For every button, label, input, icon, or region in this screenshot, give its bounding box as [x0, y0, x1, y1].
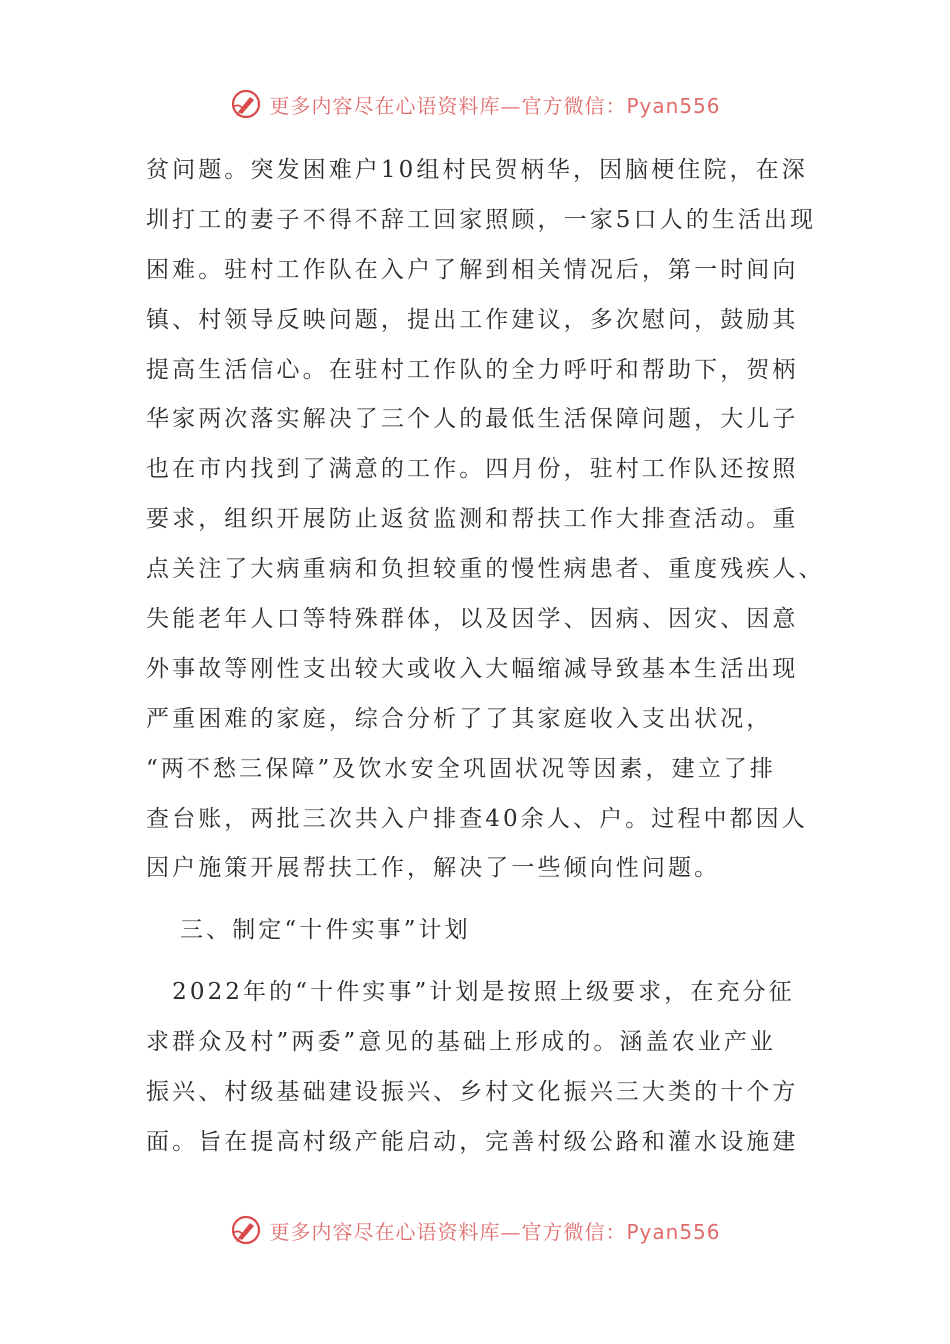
pen-nib-logo-icon — [229, 1213, 263, 1247]
header-banner — [0, 84, 950, 124]
text-line: 提高生活信心。在驻村工作队的全力呼吁和帮助下，贺柄 — [146, 356, 799, 383]
text-line: 面。旨在提高村级产能启动，完善村级公路和灌水设施建 — [146, 1128, 799, 1155]
text-line: “两不愁三保障”及饮水安全巩固状况等因素，建立了排 — [146, 755, 777, 782]
text-line: 求群众及村”两委”意见的基础上形成的。涵盖农业产业 — [146, 1029, 777, 1056]
text-line: 失能老年人口等特殊群体，以及因学、因病、因灾、因意 — [146, 606, 799, 633]
footer-banner — [0, 1210, 950, 1250]
text-line: 严重困难的家庭，综合分析了了其家庭收入支出状况， — [146, 705, 773, 732]
text-line: 因户施策开展帮扶工作，解决了一些倾向性问题。 — [146, 855, 721, 882]
text-line: 外事故等刚性支出较大或收入大幅缩减导致基本生活出现 — [146, 655, 799, 682]
text-line: 困难。驻村工作队在入户了解到相关情况后，第一时间向 — [146, 256, 799, 283]
footer-banner-text: 更多内容尽在心语资料库—官方微信：Pyan556 — [269, 1219, 721, 1244]
text-line: 2022年的“十件实事”计划是按照上级要求，在充分征 — [146, 979, 795, 1006]
text-line: 要求，组织开展防止返贫监测和帮扶工作大排查活动。重 — [146, 506, 799, 533]
header-banner-text: 更多内容尽在心语资料库—官方微信：Pyan556 — [269, 93, 721, 118]
text-line: 查台账，两批三次共入户排查40余人、户。过程中都因人 — [146, 805, 808, 832]
text-line: 振兴、村级基础建设振兴、乡村文化振兴三大类的十个方 — [146, 1079, 799, 1106]
text-line: 也在市内找到了满意的工作。四月份，驻村工作队还按照 — [146, 456, 799, 483]
pen-nib-logo-icon — [229, 87, 263, 121]
text-line: 华家两次落实解决了三个人的最低生活保障问题，大儿子 — [146, 406, 799, 433]
text-line: 圳打工的妻子不得不辞工回家照顾，一家5口人的生活出现 — [146, 206, 817, 233]
paragraph-2 — [146, 968, 816, 1168]
text-line: 镇、村领导反映问题，提出工作建议，多次慰问，鼓励其 — [146, 306, 799, 333]
document-body — [146, 146, 825, 1168]
section-heading: 三、制定“十件实事”计划 — [180, 917, 471, 944]
text-line: 点关注了大病重病和负担较重的慢性病患者、重度残疾人、 — [146, 556, 825, 583]
text-line: 贫问题。突发困难户10组村民贺柄华，因脑梗住院，在深 — [146, 157, 808, 183]
paragraph-1 — [146, 146, 825, 894]
